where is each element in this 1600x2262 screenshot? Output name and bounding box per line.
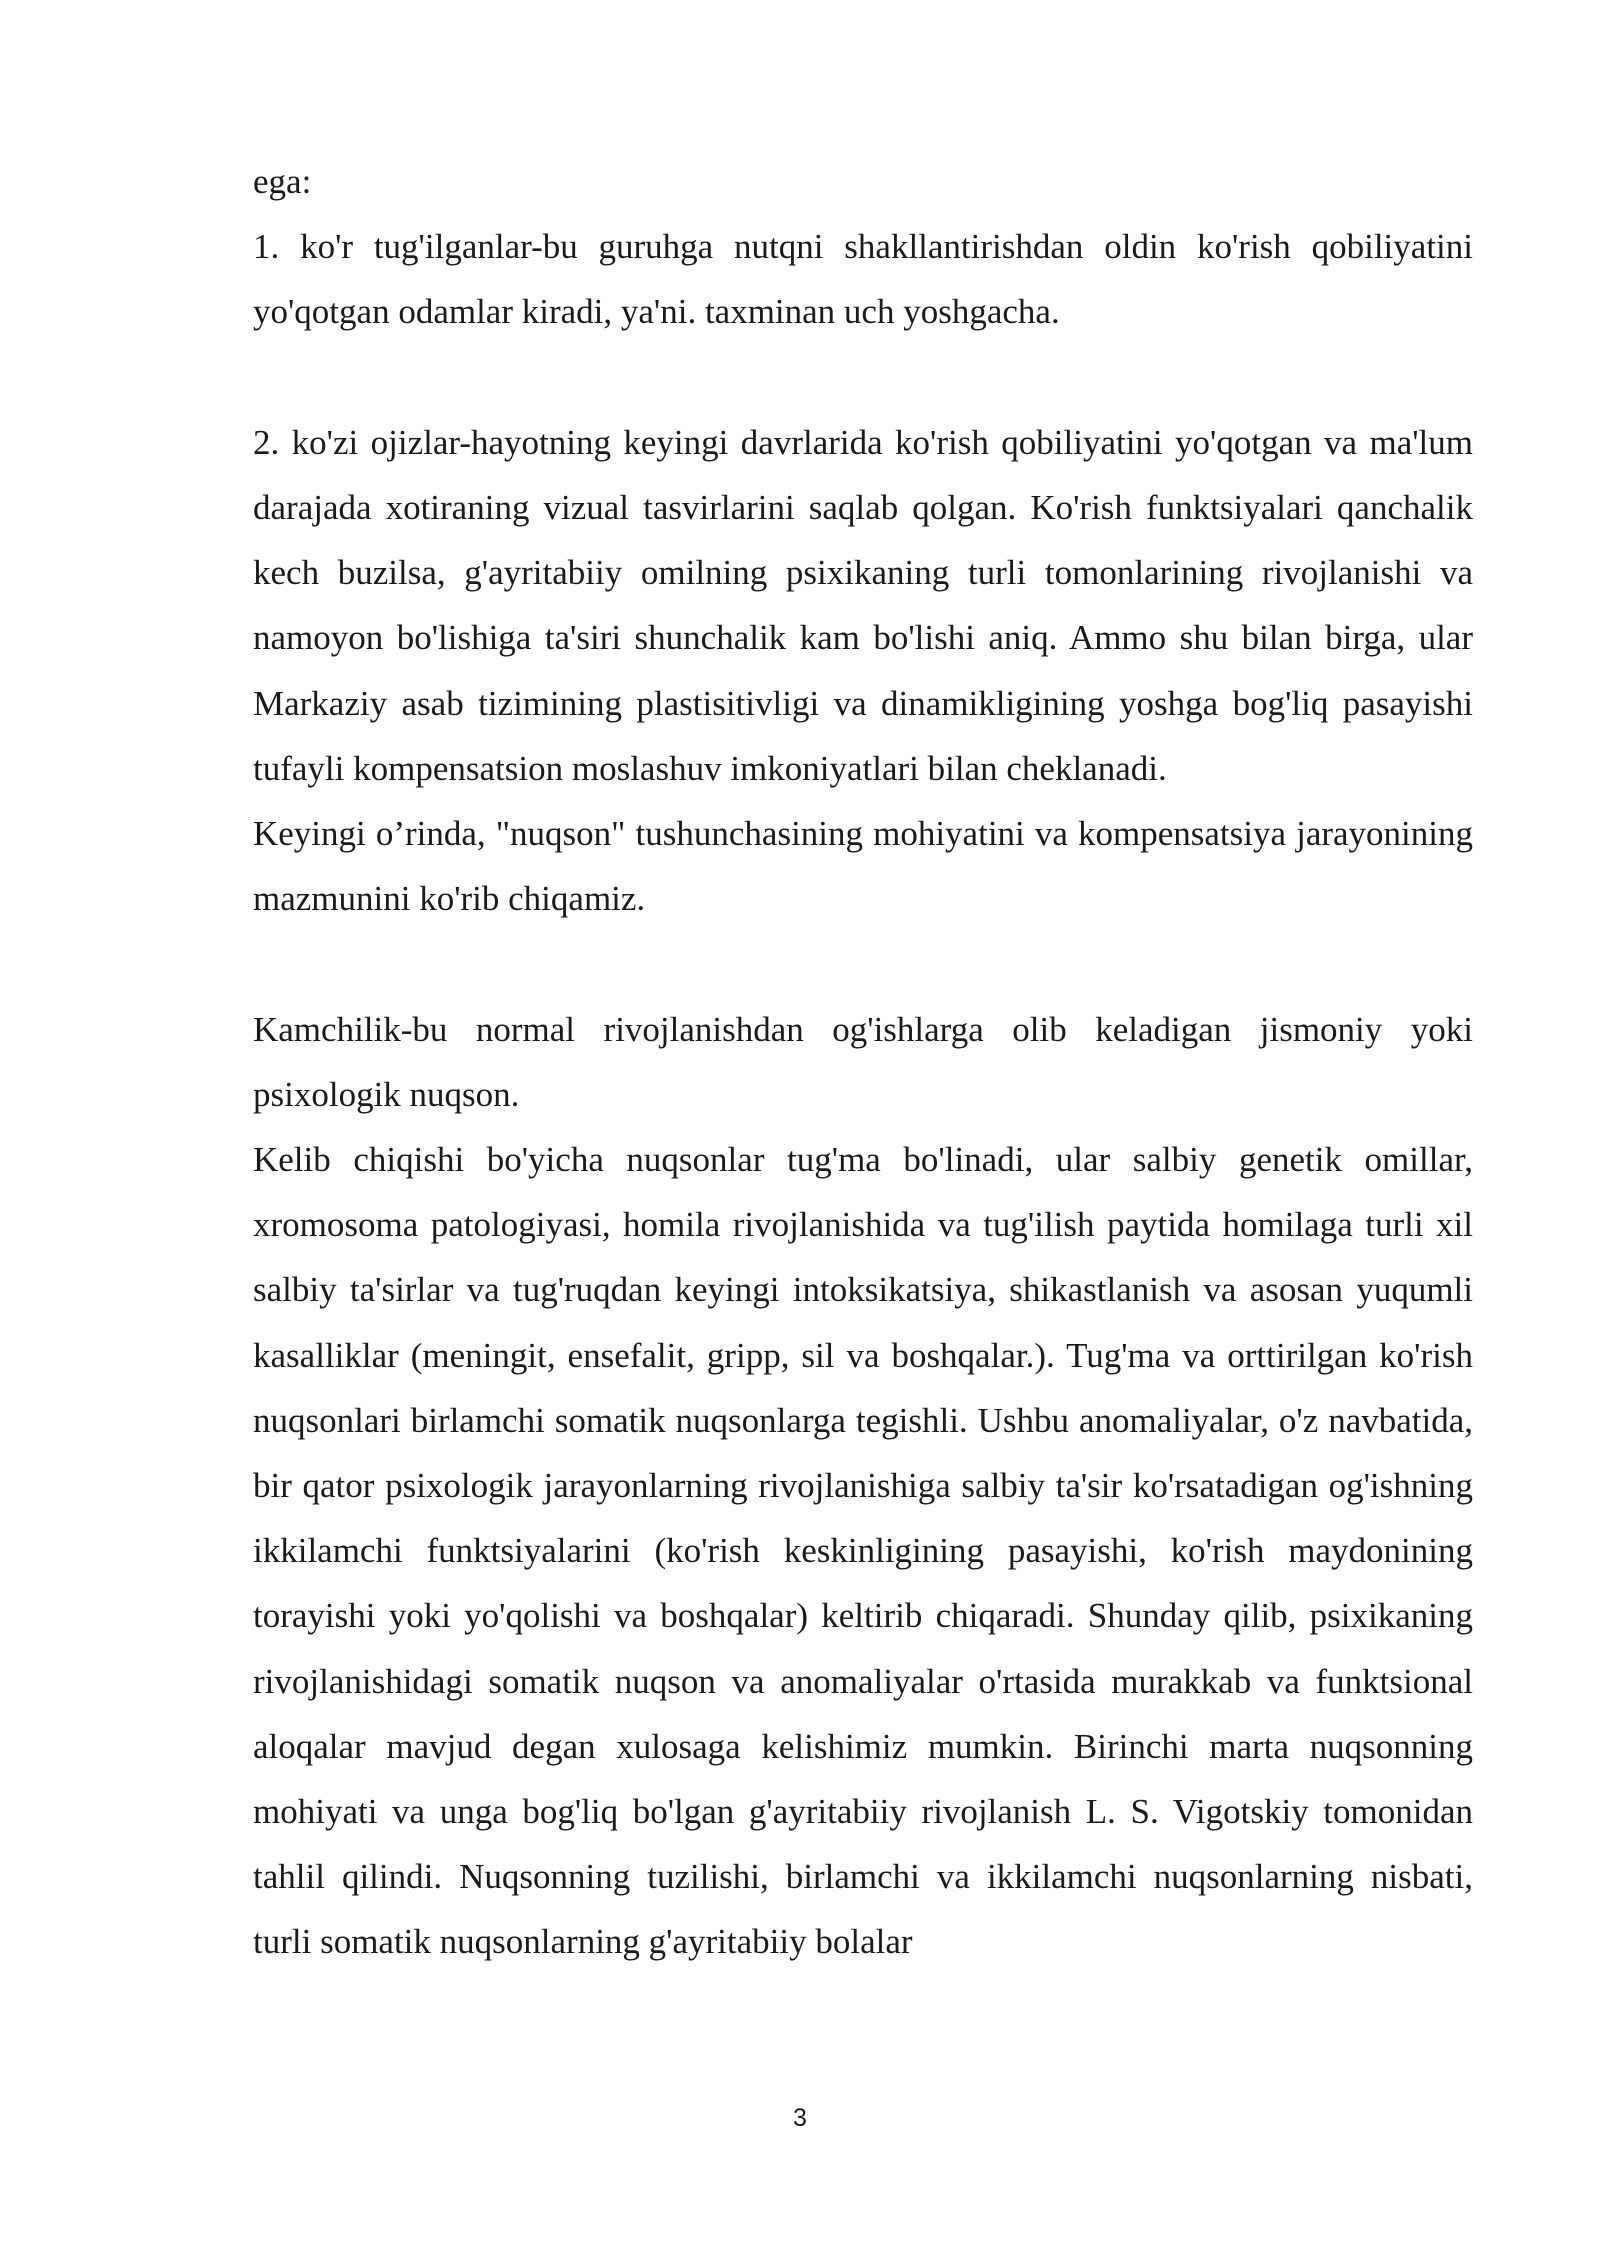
paragraph-item-1: 1. ko'r tug'ilganlar-bu guruhga nutqni shakllantirishdan oldin ko'rish qobiliyatini yo'qotgan odamlar kiradi, ya'ni. taxminan uch yoshgacha. (253, 227, 1473, 332)
paragraph-intro: ega: (253, 162, 312, 201)
body-text (253, 149, 1473, 1975)
paragraph-gap (253, 345, 1473, 410)
paragraph-gap (253, 931, 1473, 996)
paragraph-next-topic: Keyingi o’rinda, "nuqson" tushunchasining mohiyatini va kompensatsiya jarayonining mazmunini ko'rib chiqamiz. (253, 814, 1473, 919)
paragraph-definition: Kamchilik-bu normal rivojlanishdan og'ishlarga olib keladigan jismoniy yoki psixologik nuqson. (253, 1009, 1473, 1114)
paragraph-item-2: 2. ko'zi ojizlar-hayotning keyingi davrlarida ko'rish qobiliyatini yo'qotgan va ma'lum darajada xotiraning vizual tasvirlarini saqlab qolgan. Ko'rish funktsiyalari qanchalik kech buzilsa, g'ayritabiiy omilning psixikaning turli tomonlarining rivojlanishi va namoyon bo'lishiga ta'siri shunchalik kam bo'lishi aniq. Ammo shu bilan birga, ular Markaziy asab tizimining plastisitivligi va dinamikligining yoshga bog'liq pasayishi tufayli kompensatsion moslashuv imkoniyatlari bilan cheklanadi. (253, 422, 1473, 788)
paragraph-origin: Kelib chiqishi bo'yicha nuqsonlar tug'ma bo'linadi, ular salbiy genetik omillar, xromosoma patologiyasi, homila rivojlanishida va tug'ilish paytida homilaga turli xil salbiy ta'sirlar va tug'ruqdan keyingi intoksikatsiya, shikastlanish va asosan yuqumli kasalliklar (meningit, ensefalit, gripp, sil va boshqalar.). Tug'ma va orttirilgan ko'rish nuqsonlari birlamchi somatik nuqsonlarga tegishli. Ushbu anomaliyalar, o'z navbatida, bir qator psixologik jarayonlarning rivojlanishiga salbiy ta'sir ko'rsatadigan og'ishning ikkilamchi funktsiyalarini (ko'rish keskinligining pasayishi, ko'rish maydonining torayishi yoki yo'qolishi va boshqalar) keltirib chiqaradi. Shunday qilib, psixikaning rivojlanishidagi somatik nuqson va anomaliyalar o'rtasida murakkab va funktsional aloqalar mavjud degan xulosaga kelishimiz mumkin. Birinchi marta nuqsonning mohiyati va unga bog'liq bo'lgan g'ayritabiiy rivojlanish L. S. Vigotskiy tomonidan tahlil qilindi. Nuqsonning tuzilishi, birlamchi va ikkilamchi nuqsonlarning nisbati, turli somatik nuqsonlarning g'ayritabiiy bolalar (253, 1140, 1473, 1962)
page-number: 3 (793, 2104, 807, 2132)
